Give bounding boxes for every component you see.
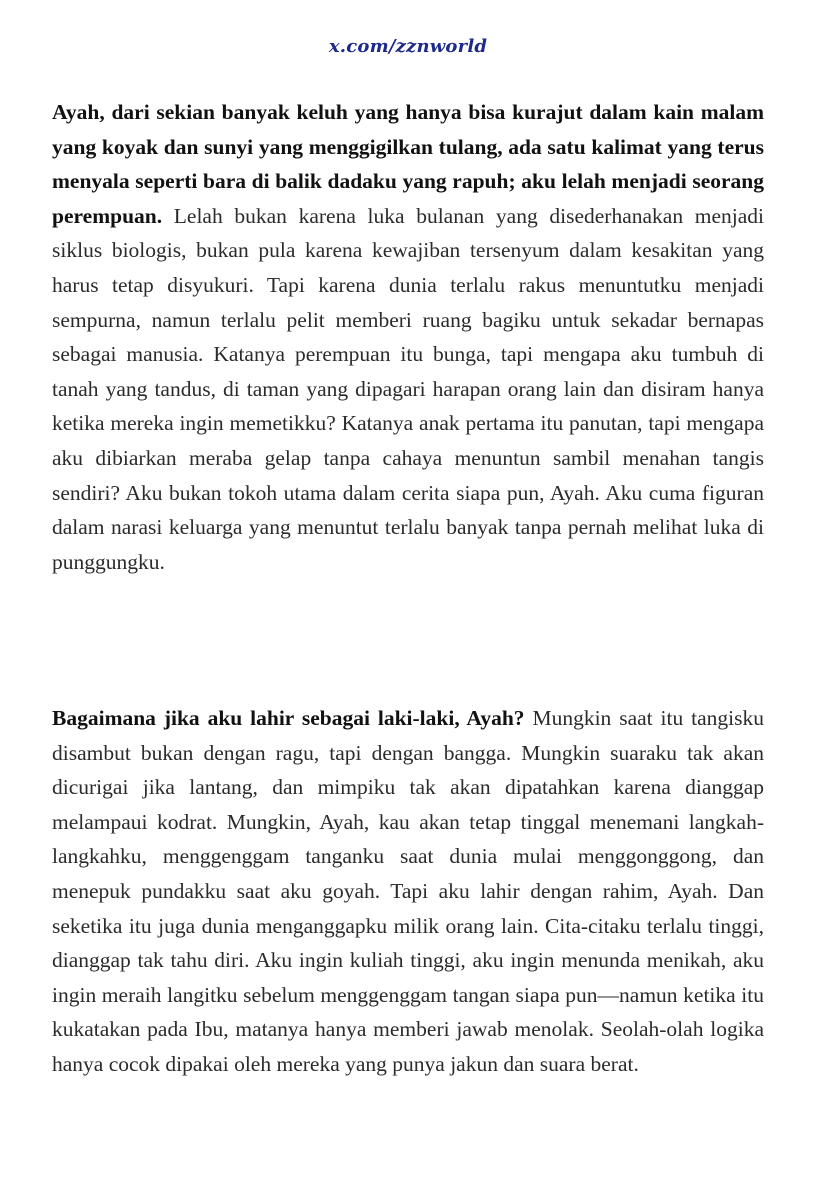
paragraph-2-lead: Bagaimana jika aku lahir sebagai laki-laki, Ayah? [52,706,525,730]
paragraph-1-lead: Ayah, dari sekian banyak keluh yang hanya bisa kurajut dalam kain malam yang koyak dan sunyi yang menggigilkan tulang, ada satu kalimat yang terus menyala seperti bara di balik dadaku yang rapuh; aku lelah menjadi seorang perempuan. [52,100,764,228]
paragraph-1-body: Lelah bukan karena luka bulanan yang disederhanakan menjadi siklus biologis, bukan pula karena kewajiban tersenyum dalam kesakitan yang harus tetap disyukuri. Tapi karena dunia terlalu rakus menuntutku menjadi sempurna, namun terlalu pelit memberi ruang bagiku untuk sekadar bernapas sebagai manusia. Katanya perempuan itu bunga, tapi mengapa aku tumbuh di tanah yang tandus, di taman yang dipagari harapan orang lain dan disiram hanya ketika mereka ingin memetikku? Katanya anak pertama itu panutan, tapi mengapa aku dibiarkan meraba gelap tanpa cahaya menuntun sambil menahan tangis sendiri? Aku bukan tokoh utama dalam cerita siapa pun, Ayah. Aku cuma figuran dalam narasi keluarga yang menuntut terlalu banyak tanpa pernah melihat luka di punggungku. [52,203,764,574]
paragraph-2-body: Mungkin saat itu tangisku disambut bukan dengan ragu, tapi dengan bangga. Mungkin suaraku tak akan dicurigai jika lantang, dan mimpiku tak akan dipatahkan karena dianggap melampaui kodrat. Mungkin, Ayah, kau akan tetap tinggal menemani langkah-langkahku, menggenggam tanganku saat dunia mulai menggonggong, dan menepuk pundakku saat aku goyah. Tapi aku lahir dengan rahim, Ayah. Dan seketika itu juga dunia menganggapku milik orang lain. Cita-citaku terlalu tinggi, dianggap tak tahu diri. Aku ingin kuliah tinggi, aku ingin menunda menikah, aku ingin meraih langitku sebelum menggenggam tangan siapa pun—namun ketika itu kukatakan pada Ibu, matanya hanya memberi jawab menolak. Seolah-olah logika hanya cocok dipakai oleh mereka yang punya jakun dan suara berat. [52,706,764,1076]
paragraph-2 [52,701,764,1082]
header-link[interactable]: x.com/zznworld [328,36,488,57]
paragraph-1 [52,95,764,579]
